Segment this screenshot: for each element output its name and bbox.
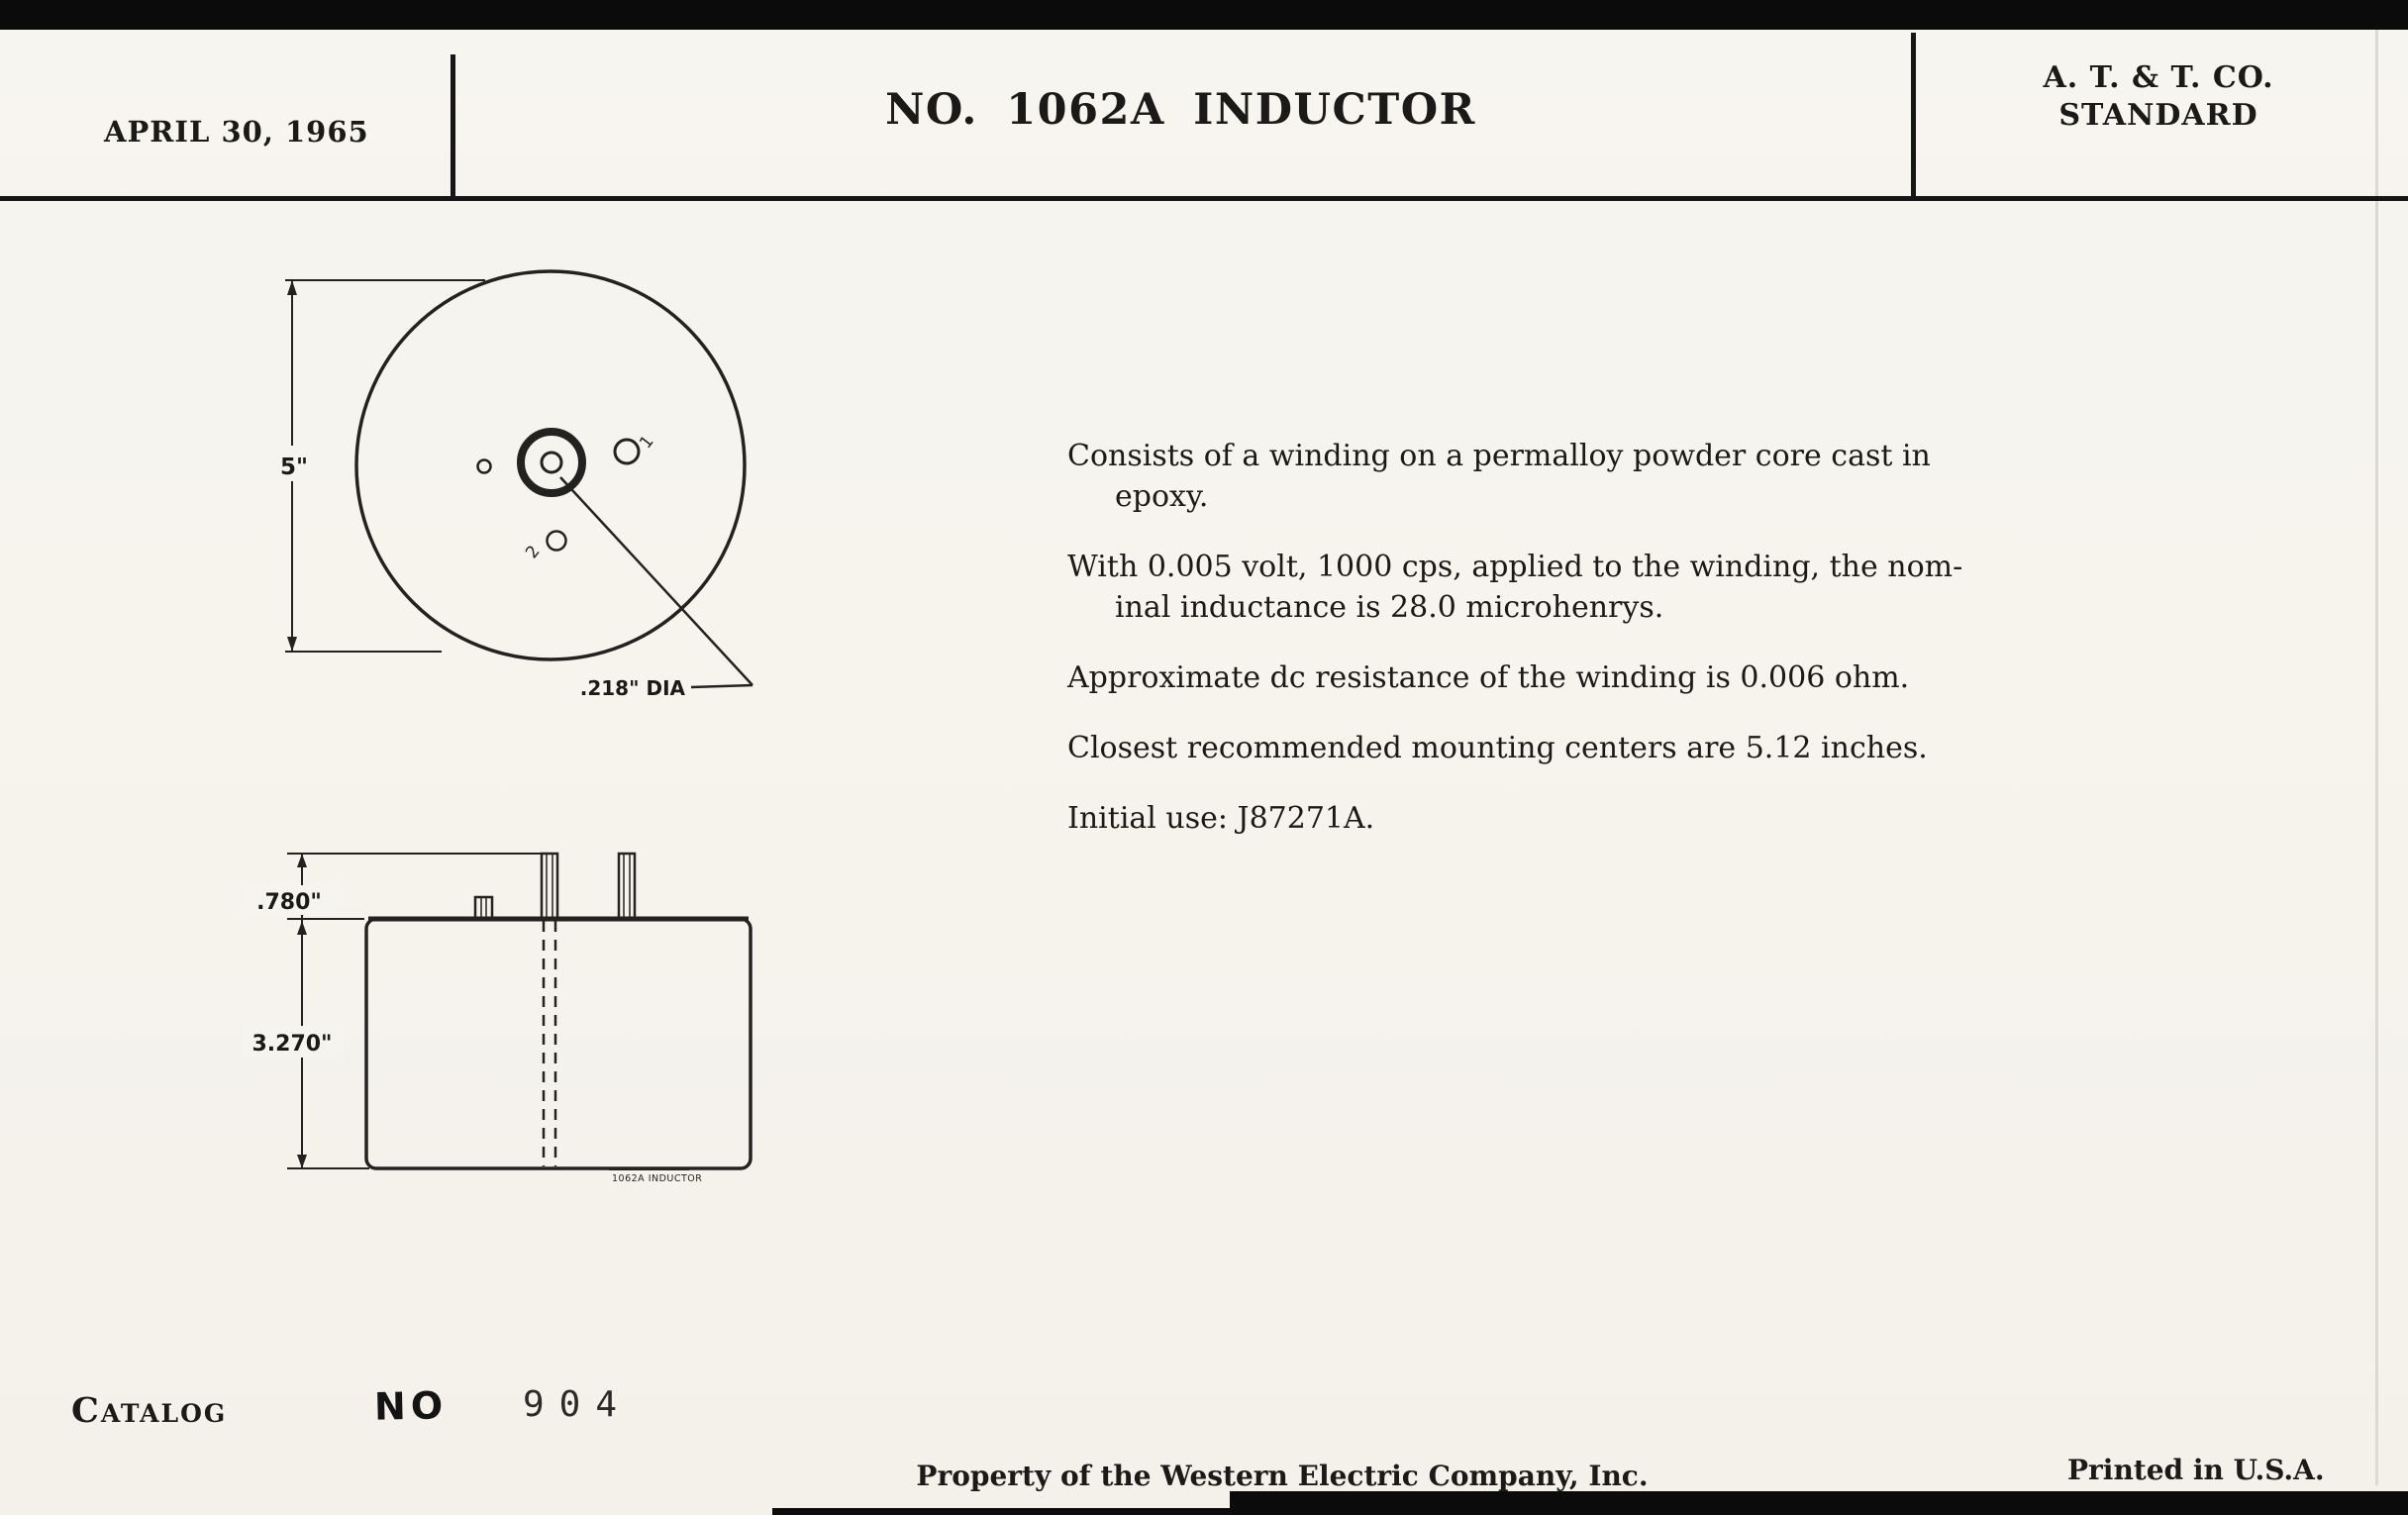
organization-name: A. T. & T. CO. [2043,60,2274,95]
printed-notice: Printed in U.S.A. [2067,1454,2325,1486]
arrow-down-icon [297,1155,307,1168]
header-rule [0,196,2408,201]
terminal-hole-2 [548,532,566,551]
scan-bar-bottom-thin [772,1508,1233,1515]
paragraph-line: inal inductance is 28.0 microhenrys. [1115,590,1664,625]
leader-dash [691,685,752,687]
side-view-drawing [238,832,792,1208]
drawing-caption: 1062A INDUCTOR [612,1173,703,1184]
paragraph [1067,547,2137,628]
property-notice: Property of the Western Electric Company, Inc. [916,1460,1649,1492]
center-hole-circle [542,453,561,472]
paragraph-line: With 0.005 volt, 1000 cps, applied to the winding, the nom- [1067,550,1963,584]
paragraph-line: epoxy. [1115,479,1209,514]
document-date: APRIL 30, 1965 [104,115,369,149]
paragraph-line: Approximate dc resistance of the winding is 0.006 ohm. [1067,660,1910,695]
diameter-dimension-label: 5" [280,454,308,480]
arrow-down-icon [287,637,297,652]
description-text [1067,436,2137,868]
organization-standard: STANDARD [2058,98,2258,133]
arrow-up-icon [297,854,307,867]
catalog-no-stamp: NO [373,1383,449,1429]
arrow-up-icon [297,921,307,935]
terminal-hole-1 [615,440,639,463]
catalog-number: 904 [523,1384,633,1425]
paragraph [1067,798,2137,839]
paragraph-line: Consists of a winding on a permalloy powder core cast in [1067,439,1931,473]
terminal-2-label: 2 [522,542,545,563]
scan-edge-artifact [2375,30,2378,1485]
small-hole-left [478,460,491,473]
paragraph [1067,657,2137,698]
body-height-dimension-label: 3.270" [251,1032,333,1057]
paragraph [1067,436,2137,517]
page-title: NO. 1062A INDUCTOR [885,85,1476,135]
paragraph-line: Closest recommended mounting centers are 5.12 inches. [1067,731,1928,765]
pin-height-dimension-label: .780" [256,890,322,915]
inductor-outline-circle [356,271,745,659]
organization-block [1936,59,2381,135]
short-terminal-pin [475,897,492,919]
arrow-up-icon [287,280,297,295]
top-view-drawing [238,257,1089,733]
terminal-1-label: 1 [636,432,658,454]
tall-terminal-pin-1 [542,854,557,919]
inductor-body-outline [366,919,751,1168]
center-hub-circle [521,432,582,493]
tall-terminal-pin-2 [619,854,635,919]
hole-diameter-label: .218" DIA [579,676,685,700]
scan-bar-top [0,0,2408,30]
header-divider-right [1911,33,1916,198]
header-divider-left [451,54,455,198]
paragraph-line: Initial use: J87271A. [1067,801,1375,836]
scan-bar-bottom-right [1230,1491,2408,1515]
catalog-label: Catalog [71,1390,228,1431]
paragraph [1067,728,2137,768]
